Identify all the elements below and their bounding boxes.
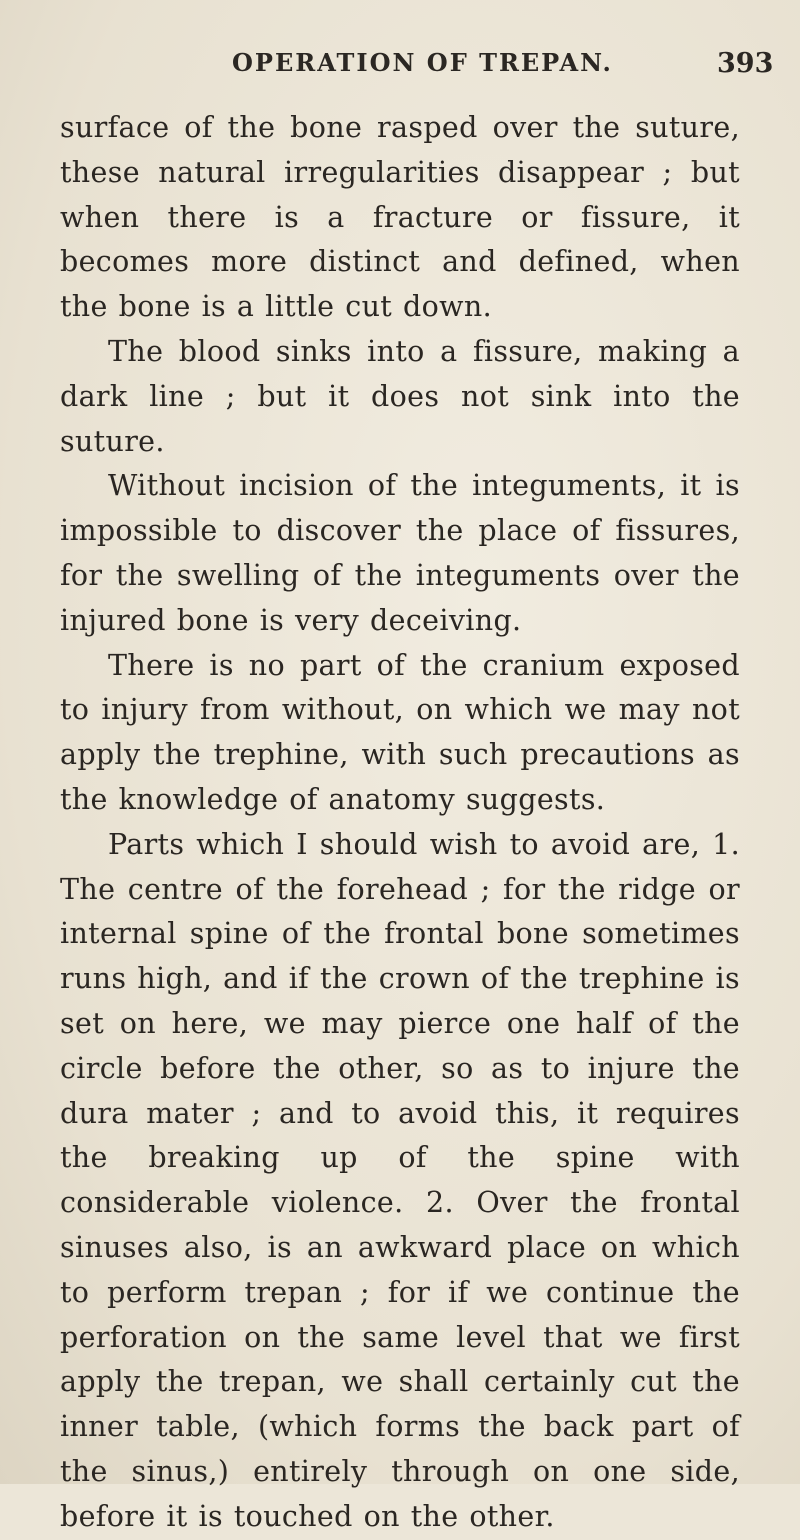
page-header	[0, 48, 800, 88]
paragraph-3: Without incision of the integuments, it is impossible to discover the place of fissures, for the swelling of the integuments over the injured bone is very deceiving.	[60, 469, 740, 637]
paragraph-4: There is no part of the cranium exposed to injury from without, on which we may not apply the trephine, with such precautions as the knowledge of anatomy suggests.	[60, 648, 740, 816]
paragraph-2: The blood sinks into a fissure, making a dark line ; but it does not sink into the suture.	[60, 334, 740, 458]
paragraph-1: surface of the bone rasped over the suture, these natural irregularities disappear ; but when there is a fracture or fissure, it becomes more distinct and defined, when the bone is a little cut down.	[60, 111, 740, 324]
page-number: 393	[717, 48, 774, 79]
body-text	[60, 106, 740, 1540]
paragraph-5: Parts which I should wish to avoid are, 1. The centre of the forehead ; for the ridge or internal spine of the frontal bone sometimes runs high, and if the crown of the trephine is set on here, we may pierce one half of the circle before the other, so as to injure the dura mater ; and to avoid this, it requires the breaking up of the spine with considerable violence. 2. Over the frontal sinuses also, is an awkward place on which to perform trepan ; for if we continue the perforation on the same level that we first apply the trepan, we shall certainly cut the inner table, (which forms the back part of the sinus,) entirely through on one side, before it is touched on the other.	[60, 827, 740, 1533]
running-head: OPERATION OF TREPAN.	[232, 48, 613, 77]
